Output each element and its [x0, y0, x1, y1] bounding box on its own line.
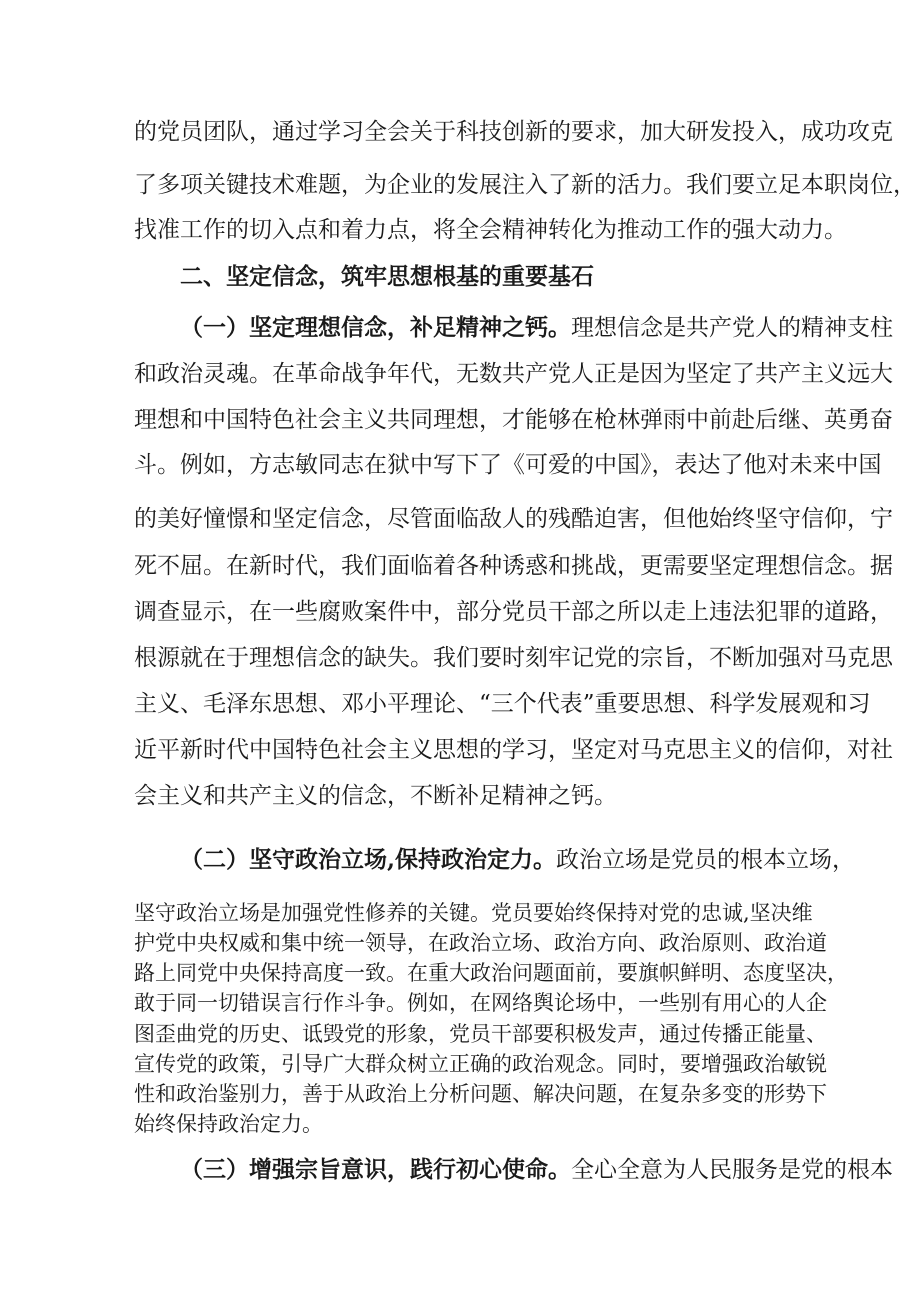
text-line: 的美好憧憬和坚定信念，尽管面临敌人的残酷迫害，但他始终坚守信仰，宁	[134, 506, 893, 532]
text-line: 和政治灵魂。在革命战争年代，无数共产党人正是因为坚定了共产主义远大	[134, 361, 893, 387]
section-heading: 二、坚定信念，筑牢思想根基的重要基石	[180, 263, 594, 290]
text-line: 路上同党中央保持高度一致。在重大政治问题面前，要旗帜鲜明、态度坚决，	[134, 961, 848, 985]
text-line: 会主义和共产主义的信念，不断补足精神之钙。	[134, 783, 617, 809]
text-line: 性和政治鉴别力，善于从政治上分析问题、解决问题，在复杂多变的形势下	[134, 1082, 827, 1106]
text-line: 理想和中国特色社会主义共同理想，才能够在枪林弹雨中前赴后继、英勇奋	[134, 407, 893, 433]
text-line: 近平新时代中国特色社会主义思想的学习，坚定对马克思主义的信仰，对社	[134, 737, 893, 763]
text-line: 的党员团队，通过学习全会关于科技创新的要求，加大研发投入，成功攻克	[134, 119, 893, 145]
paragraph-text: 理想信念是共产党人的精神支柱	[571, 315, 893, 341]
paragraph-first-line	[180, 845, 856, 875]
text-line: 死不屈。在新时代，我们面临着各种诱惑和挑战，更需要坚定理想信念。据	[134, 553, 893, 579]
paragraph-heading: （一）坚定理想信念，补足精神之钙。	[180, 314, 571, 341]
paragraph-first-line	[180, 1155, 893, 1185]
text-line: 了多项关键技术难题，为企业的发展注入了新的活力。我们要立足本职岗位，	[134, 172, 916, 198]
paragraph-heading: （三）增强宗旨意识，践行初心使命。	[180, 1156, 571, 1183]
text-line: 调查显示，在一些腐败案件中，部分党员干部之所以走上违法犯罪的道路，	[134, 599, 893, 625]
text-line: 坚守政治立场是加强党性修养的关键。党员要始终保持对党的忠诚,坚决维	[134, 901, 813, 925]
text-line: 宣传党的政策，引导广大群众树立正确的政治观念。同时，要增强政治敏锐	[134, 1052, 827, 1076]
text-line: 护党中央权威和集中统一领导，在政治立场、政治方向、政治原则、政治道	[134, 931, 827, 955]
paragraph-first-line	[180, 313, 893, 343]
text-line: 始终保持政治定力。	[134, 1112, 323, 1136]
text-line: 找准工作的切入点和着力点，将全会精神转化为推动工作的强大动力。	[134, 217, 847, 243]
text-line: 斗。例如，方志敏同志在狱中写下了《可爱的中国》，表达了他对未来中国	[134, 452, 882, 478]
text-line: 敢于同一切错误言行作斗争。例如，在网络舆论场中，一些别有用心的人企	[134, 991, 827, 1015]
text-line: 图歪曲党的历史、诋毁党的形象，党员干部要积极发声，通过传播正能量、	[134, 1022, 827, 1046]
text-line: 根源就在于理想信念的缺失。我们要时刻牢记党的宗旨，不断加强对马克思	[134, 645, 893, 671]
paragraph-heading: （二）坚守政治立场,保持政治定力。	[180, 846, 557, 873]
text-line: 主义、毛泽东思想、邓小平理论、“三个代表”重要思想、科学发展观和习	[134, 691, 871, 717]
paragraph-text: 全心全意为人民服务是党的根本	[571, 1157, 893, 1183]
paragraph-text: 政治立场是党员的根本立场，	[556, 847, 856, 873]
